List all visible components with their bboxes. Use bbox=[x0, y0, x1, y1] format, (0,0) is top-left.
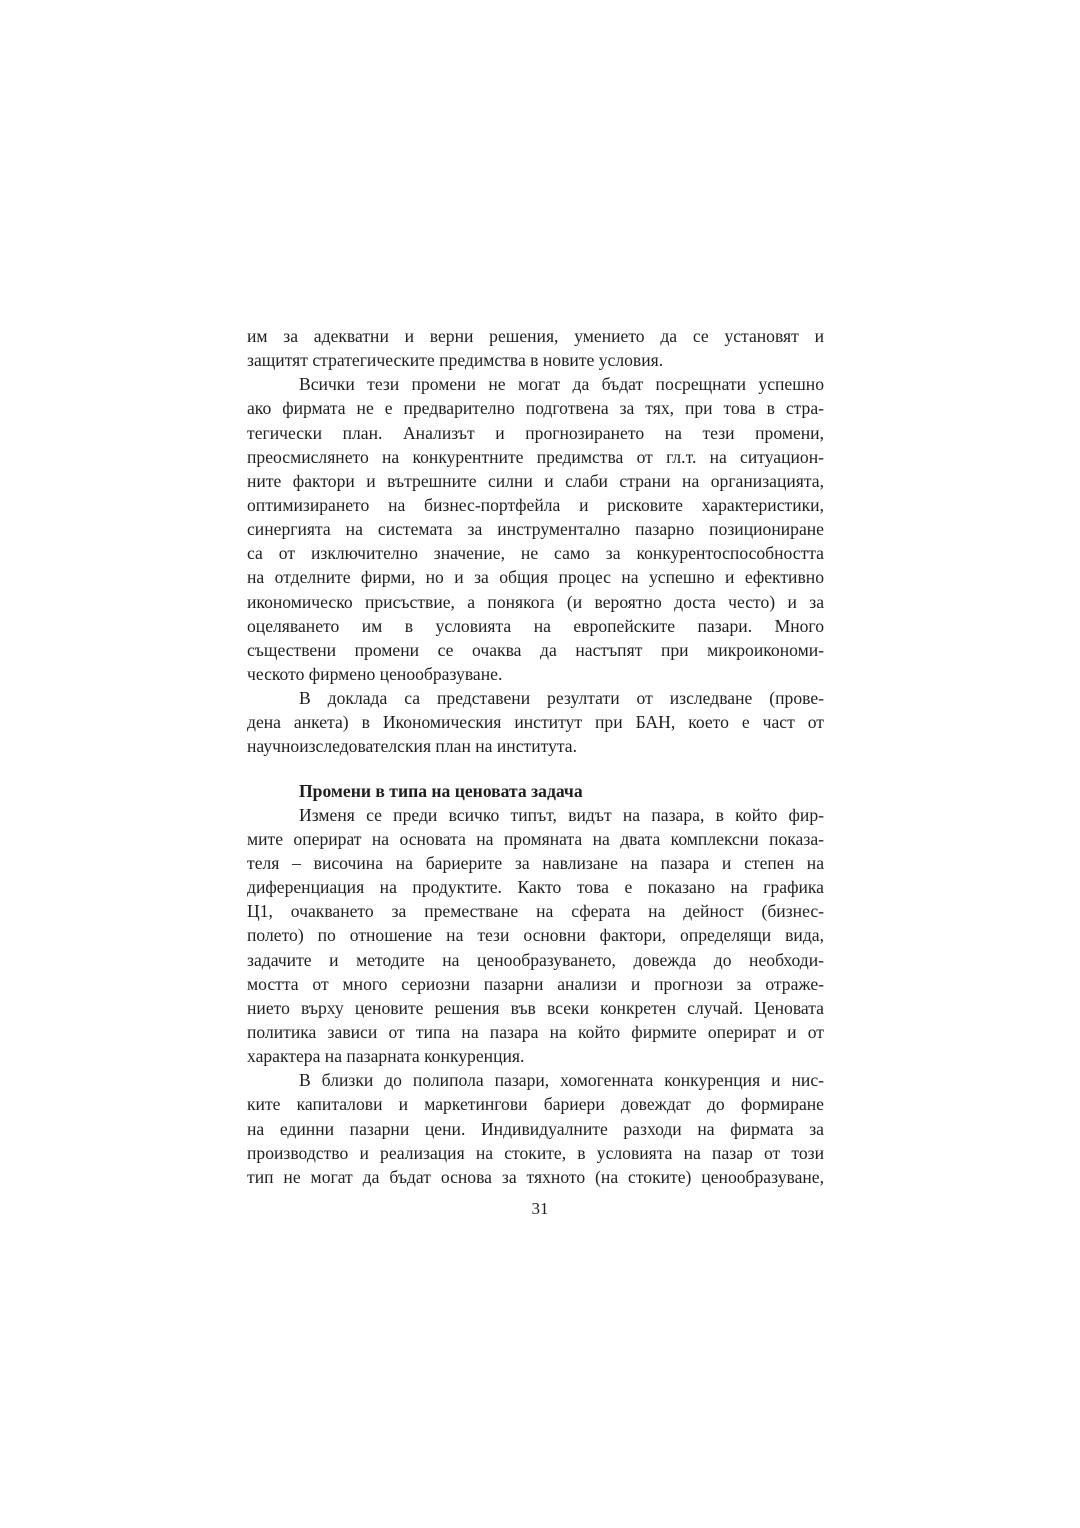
text-line: В доклада са представени резултати от изследване (прове- bbox=[299, 688, 824, 709]
section-spacer bbox=[247, 759, 824, 779]
page-number: 31 bbox=[531, 1199, 549, 1218]
text-line: на отделните фирми, но и за общия процес на успешно и ефективно bbox=[247, 567, 824, 588]
paragraph-4 bbox=[247, 803, 824, 1069]
text-line: дена анкета) в Икономическия институт при БАН, което е част от bbox=[247, 712, 824, 733]
paragraph-1 bbox=[247, 324, 824, 372]
text-line: икономическо присъствие, а понякога (и вероятно доста често) и за bbox=[247, 591, 824, 612]
text-line: Изменя се преди всичко типът, видът на пазара, в който фир- bbox=[299, 804, 824, 825]
text-line: Всички тези промени не могат да бъдат посрещнати успешно bbox=[299, 374, 824, 395]
text-line: теля – височина на бариерите за навлизане на пазара и степен на bbox=[247, 852, 824, 873]
text-line: задачите и методите на ценообразуването, довежда до необходи- bbox=[247, 949, 824, 970]
text-line: тегически план. Анализът и прогнозирането на тези промени, bbox=[247, 422, 824, 443]
text-line: ките капиталови и маркетингови бариери довеждат до формиране bbox=[247, 1094, 824, 1115]
text-line: тип не могат да бъдат основа за тяхното (на стоките) ценообразуване, bbox=[247, 1166, 824, 1187]
text-line: ческото фирмено ценообразуване. bbox=[247, 663, 503, 684]
text-line: В близки до полипола пазари, хомогенната конкуренция и нис- bbox=[299, 1070, 824, 1091]
text-line: на единни пазарни цени. Индивидуалните разходи на фирмата за bbox=[247, 1118, 824, 1139]
text-line: полето) по отношение на тези основни фактори, определящи вида, bbox=[247, 925, 824, 946]
text-line: преосмислянето на конкурентните предимства от гл.т. на ситуацион- bbox=[247, 446, 824, 467]
text-line: мите оперират на основата на промяната на двата комплексни показа- bbox=[247, 828, 824, 849]
text-line: научноизследователския план на института. bbox=[247, 736, 577, 757]
text-line: защитят стратегическите предимства в новите условия. bbox=[247, 350, 664, 371]
text-line: синергията на системата за инструментално пазарно позициониране bbox=[247, 519, 824, 540]
text-line: мостта от много сериозни пазарни анализи и прогнози за отраже- bbox=[247, 973, 824, 994]
text-line: производство и реализация на стоките, в условията на пазар от този bbox=[247, 1142, 824, 1163]
text-line: им за адекватни и верни решения, умението да се установят и bbox=[247, 326, 824, 346]
text-line: характера на пазарната конкуренция. bbox=[247, 1046, 525, 1067]
section-heading: Промени в типа на ценовата задача bbox=[299, 780, 583, 801]
paragraph-2 bbox=[247, 372, 824, 686]
text-line: ните фактори и вътрешните силни и слаби страни на организацията, bbox=[247, 470, 824, 491]
text-line: диференциация на продуктите. Както това е показано на графика bbox=[247, 877, 824, 898]
text-line: политика зависи от типа на пазара на който фирмите оперират и от bbox=[247, 1021, 824, 1042]
text-line: оцеляването им в условията на европейските пазари. Много bbox=[247, 615, 824, 636]
text-line: са от изключително значение, не само за конкурентоспособността bbox=[247, 543, 824, 564]
text-line: Ц1, очакването за преместване на сферата на дейност (бизнес- bbox=[247, 901, 824, 922]
text-line: съществени промени се очаква да настъпят при микроикономи- bbox=[247, 639, 824, 660]
paragraph-5 bbox=[247, 1068, 824, 1189]
text-line: ако фирмата не е предварително подготвена за тях, при това в стра- bbox=[247, 398, 824, 419]
text-line: нието върху ценовите решения във всеки конкретен случай. Ценовата bbox=[247, 997, 824, 1018]
text-line: оптимизирането на бизнес-портфейла и рисковите характеристики, bbox=[247, 494, 824, 515]
body-text bbox=[247, 324, 824, 1189]
paragraph-3 bbox=[247, 686, 824, 758]
